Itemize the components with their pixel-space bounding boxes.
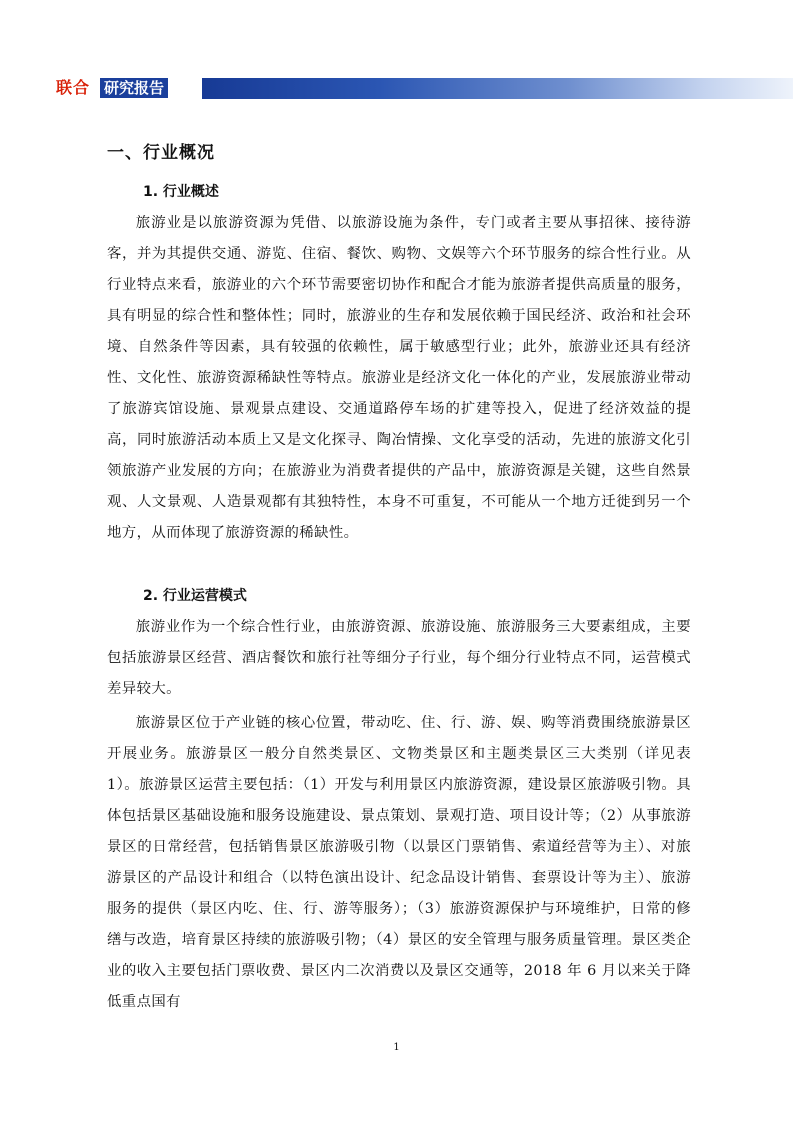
overview-paragraph: 旅游业是以旅游资源为凭借、以旅游设施为条件，专门或者主要从事招徕、接待游客，并为其提供交通、游览、住宿、餐饮、购物、文娱等六个环节服务的综合性行业。从行业特点来看，旅游业的六个环节需要密切协作和配合才能为旅游者提供高质量的服务，具有明显的综合性和整体性；同时，旅游业的生存和发展依赖于国民经济、政治和社会环境、自然条件等因素，具有较强的依赖性，属于敏感型行业；此外，旅游业还具有经济性、文化性、旅游资源稀缺性等特点。旅游业是经济文化一体化的产业，发展旅游业带动了旅游宾馆设施、景观景点建设、交通道路停车场的扩建等投入，促进了经济效益的提高，同时旅游活动本质上又是文化探寻、陶冶情操、文化享受的活动，先进的旅游文化引领旅游产业发展的方向；在旅游业为消费者提供的产品中，旅游资源是关键，这些自然景观、人文景观、人造景观都有其独特性，本身不可重复，不可能从一个地方迁徙到另一个地方，从而体现了旅游资源的稀缺性。 bbox=[107, 215, 691, 541]
operating-model-paragraph-1: 旅游业作为一个综合性行业，由旅游资源、旅游设施、旅游服务三大要素组成，主要包括旅游景区经营、酒店餐饮和旅行社等细分子行业，每个细分行业特点不同，运营模式差异较大。 bbox=[107, 619, 691, 697]
section-spacer bbox=[107, 549, 691, 582]
brand-blue-text: 研究报告 bbox=[100, 78, 168, 98]
brand-red-text: 联合 bbox=[56, 78, 91, 97]
section-title: 一、行业概况 bbox=[107, 143, 215, 163]
subsection-title-overview: 1. 行业概述 bbox=[143, 184, 219, 200]
header-gradient-bar bbox=[202, 78, 793, 99]
page-content bbox=[107, 138, 691, 1018]
page-number: 1 bbox=[393, 1042, 400, 1053]
report-header bbox=[56, 76, 793, 100]
operating-model-paragraph-2: 旅游景区位于产业链的核心位置，带动吃、住、行、游、娱、购等消费围绕旅游景区开展业务。旅游景区一般分自然类景区、文物类景区和主题类景区三大类别（详见表 1）。旅游景区运营主要包括：（1）开发与利用景区内旅游资源，建设景区旅游吸引物。具体包括景区基础设施和服务设施建设、景点策划、景观打造、项目设计等；（2）从事旅游景区的日常经营，包括销售景区旅游吸引物（以景区门票销售、索道经营等为主）、对旅游景区的产品设计和组合（以特色演出设计、纪念品设计销售、套票设计等为主）、旅游服务的提供（景区内吃、住、行、游等服务）；（3）旅游资源保护与环境维护，日常的修缮与改造，培育景区持续的旅游吸引物；（4）景区的安全管理与服务质量管理。景区类企业的收入主要包括门票收费、景区内二次消费以及景区交通等，2018 年 6 月以来关于降低重点国有 bbox=[107, 715, 691, 1010]
subsection-title-operating-model: 2. 行业运营模式 bbox=[143, 588, 247, 604]
